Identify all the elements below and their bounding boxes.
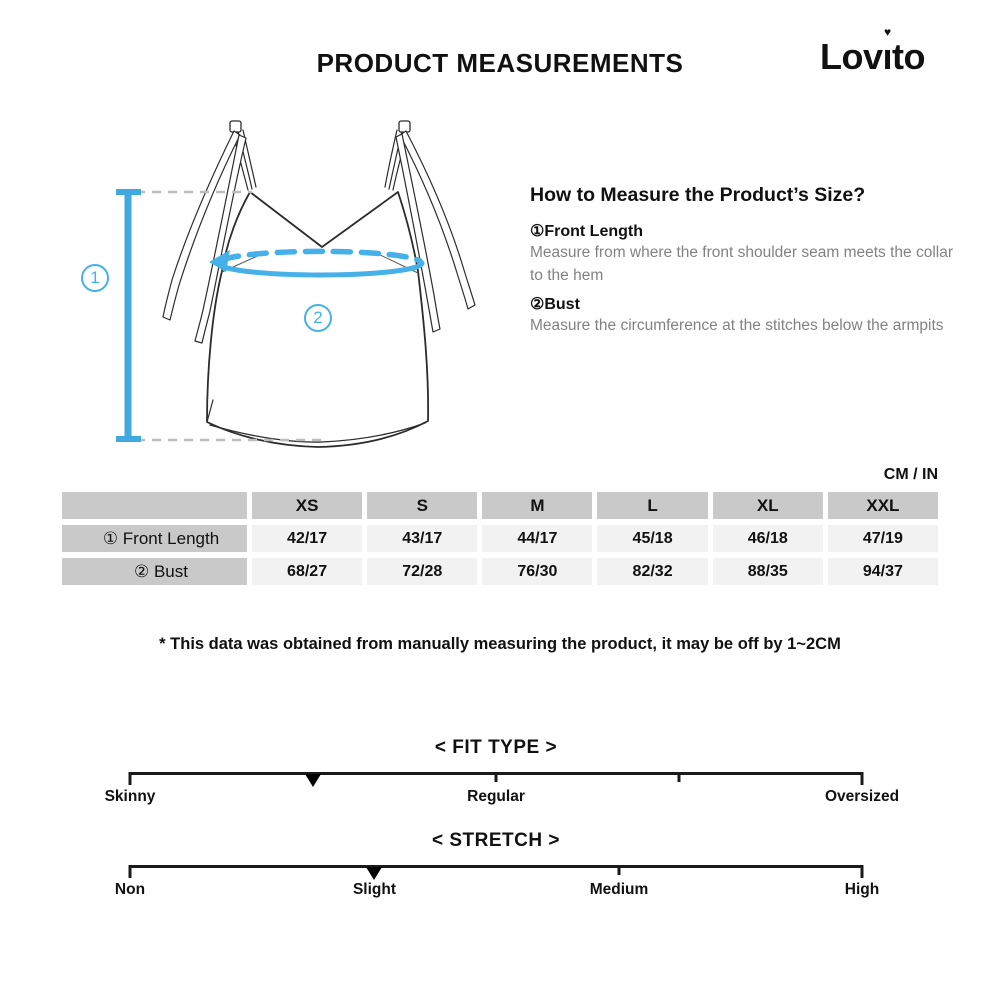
scale-label: Slight — [352, 881, 397, 898]
front-length-marker: 1 — [81, 264, 109, 292]
table-cell: 68/27 — [252, 558, 362, 585]
table-corner-cell — [62, 492, 247, 519]
footnote: * This data was obtained from manually measuring the product, it may be off by 1~2CM — [159, 635, 841, 653]
stretch-labels — [114, 881, 880, 901]
col-header-xl: XL — [713, 492, 823, 519]
stretch-axis — [130, 865, 862, 868]
scale-tick — [617, 865, 620, 875]
units-label: CM / IN — [883, 466, 938, 483]
row-label-bust: ② Bust — [62, 558, 247, 585]
brand-logo-pre: Lov — [819, 36, 883, 77]
scale-marker-triangle — [305, 774, 321, 787]
instructions-panel — [530, 184, 955, 337]
table-cell: 76/30 — [482, 558, 592, 585]
scale-label: Non — [114, 881, 146, 898]
table-cell: 45/18 — [597, 525, 707, 552]
scale-tick — [495, 772, 498, 782]
garment-diagram — [60, 95, 520, 475]
col-header-xxl: XXL — [828, 492, 938, 519]
scale-tick — [861, 772, 864, 785]
table-cell: 44/17 — [482, 525, 592, 552]
fit-type-axis — [130, 772, 862, 775]
col-header-xs: XS — [252, 492, 362, 519]
howto-heading: How to Measure the Product’s Size? — [530, 184, 866, 206]
fit-type-labels — [104, 788, 900, 808]
front-length-label: ①Front Length — [530, 223, 643, 240]
scale-label: High — [844, 881, 880, 898]
bust-label: ②Bust — [530, 296, 580, 313]
scale-label: Oversized — [824, 788, 900, 805]
row-label-front-length: ① Front Length — [62, 525, 247, 552]
bust-marker: 2 — [304, 304, 332, 332]
front-length-ruler — [116, 192, 141, 440]
scale-label: Regular — [467, 788, 525, 805]
size-table — [62, 492, 938, 585]
col-header-l: L — [597, 492, 707, 519]
stretch-scale — [114, 830, 880, 908]
table-cell: 47/19 — [828, 525, 938, 552]
brand-logo-i: ı ♥ — [882, 25, 893, 77]
stretch-title: < STRETCH > — [432, 830, 560, 851]
garment-outline — [163, 121, 475, 447]
scale-label: Medium — [589, 881, 649, 898]
bust-desc: Measure the circumference at the stitches below the armpits — [530, 317, 944, 334]
table-cell: 82/32 — [597, 558, 707, 585]
table-cell: 88/35 — [713, 558, 823, 585]
table-cell: 72/28 — [367, 558, 477, 585]
col-header-s: S — [367, 492, 477, 519]
scale-tick — [861, 865, 864, 878]
col-header-m: M — [482, 492, 592, 519]
fit-type-scale — [104, 737, 900, 815]
brand-logo — [819, 25, 925, 78]
scale-label: Skinny — [104, 788, 156, 805]
knot-right — [399, 121, 410, 132]
scale-marker-triangle — [366, 867, 382, 880]
table-cell: 94/37 — [828, 558, 938, 585]
scale-tick — [678, 772, 681, 782]
page-title: PRODUCT MEASUREMENTS — [316, 48, 684, 78]
heart-icon: ♥ — [883, 25, 891, 39]
front-length-desc: Measure from where the front shoulder seam meets the collar to the hem — [530, 244, 953, 284]
knot-left — [230, 121, 241, 132]
table-cell: 42/17 — [252, 525, 362, 552]
scale-tick — [129, 772, 132, 785]
brand-logo-post: to — [892, 36, 925, 77]
table-cell: 46/18 — [713, 525, 823, 552]
scale-tick — [129, 865, 132, 878]
fit-type-title: < FIT TYPE > — [434, 737, 558, 758]
table-cell: 43/17 — [367, 525, 477, 552]
